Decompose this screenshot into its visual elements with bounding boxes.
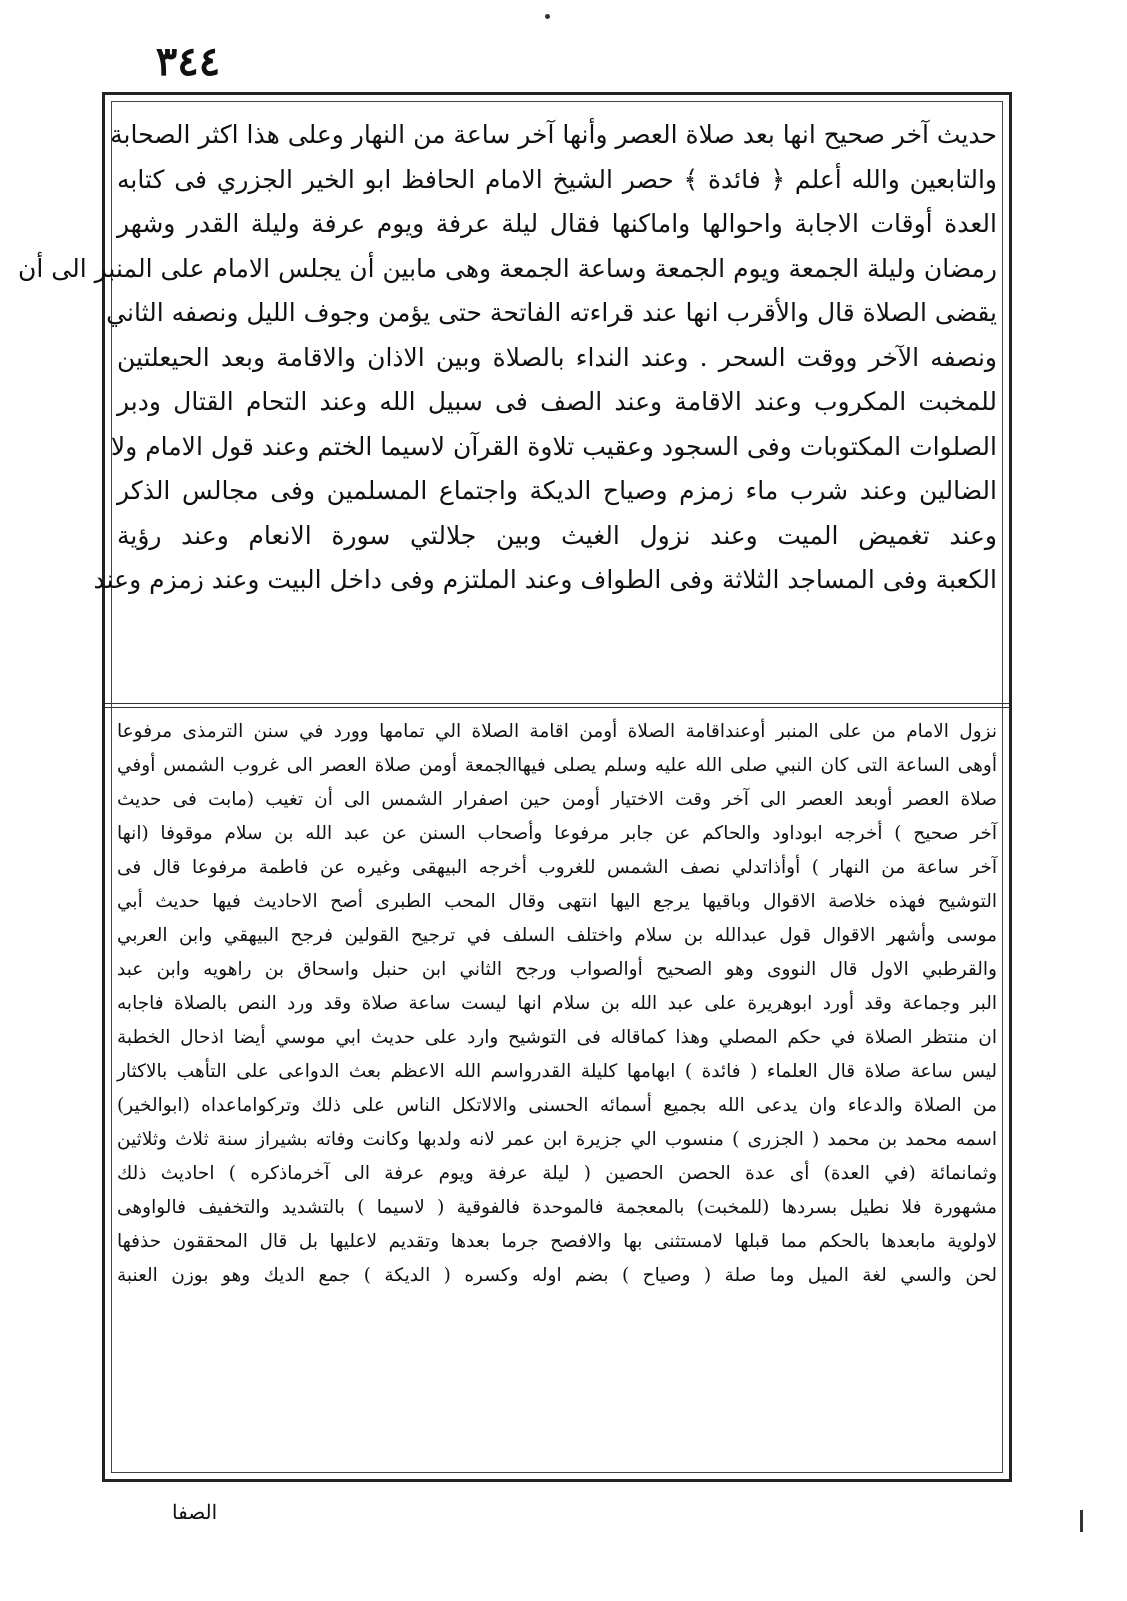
main-text-line: ونصفه الآخر ووقت السحر . وعند النداء بالصلاة وبين الاذان والاقامة وبعد الحيعلتين: [117, 342, 997, 372]
commentary-line: أوهى الساعة التى كان النبي صلى الله عليه وسلم يصلى فيهاالجمعة أومن صلاة العصر الى غروب الشمس أوفي: [117, 755, 997, 776]
commentary-line: موسى وأشهر الاقوال قول عبدالله بن سلام واختلف السلف في ترجيح القولين فرجح البيهقي وابن العربي: [117, 925, 997, 946]
commentary-line: لاولوية مابعدها بالحكم مما قبلها لامستثنى بها والافصح جرما بعدها وتقديم لاعليها بل قال المحققون حذفها: [117, 1231, 997, 1252]
commentary-block: [117, 715, 997, 1471]
commentary-line: مشهورة فلا نطيل بسردها (للمخبت) بالمعجمة فالموحدة فالفوقية ( لاسيما ) بالتشديد والتخفيف فالواوهى: [117, 1197, 997, 1218]
main-text-line: وعند تغميض الميت وعند نزول الغيث وبين جلالتي سورة الانعام وعند رؤية: [117, 520, 997, 550]
commentary-line: ان منتظر الصلاة في حكم المصلي وهذا كماقاله فى التوشيح وارد على حديث ابي موسي أيضا اذحال الخطبة: [117, 1027, 997, 1048]
commentary-line: وثمانمائة (في العدة) أى عدة الحصن الحصين ( ليلة عرفة ويوم عرفة الى آخرماذكره ) احاديث ذلك: [117, 1163, 997, 1184]
page-frame: [18, 92, 1012, 1482]
commentary-line: من الصلاة والدعاء وان يدعى الله بجميع أسمائه الحسنى والالاتكل الناس على ذلك وتركواماعداه (ابوالخير): [117, 1095, 997, 1116]
commentary-line: والقرطبي الاول قال النووى وهو الصحيح أوالصواب ورجح الثاني ابن حنبل واسحاق بن راهويه وابن عبد: [117, 959, 997, 980]
commentary-line: البر وجماعة وقد أورد ابوهريرة على عبد الله بن سلام انها ليست ساعة صلاة وقد ورد النص بالصلاة فاجابه: [117, 993, 997, 1014]
main-text-line: للمخبت المكروب وعند الاقامة وعند الصف فى سبيل الله وعند التحام القتال ودبر: [117, 387, 997, 416]
commentary-line: ليس ساعة صلاة قال العلماء ( فائدة ) ابهامها كليلة القدرواسم الله الاعظم بعث الدواعى على التأهب بالاكثار: [117, 1061, 997, 1082]
ink-dot: [545, 14, 550, 19]
commentary-line: اسمه محمد بن محمد ( الجزرى ) منسوب الي جزيرة ابن عمر لانه ولدبها وكانت وفاته بشيراز سنة ثلاث وثلاثين: [117, 1129, 997, 1150]
commentary-line: لحن والسي لغة الميل وما صلة ( وصياح ) بضم اوله وكسره ( الديكة ) جمع الديك وهو بوزن العنبة: [117, 1265, 997, 1286]
main-text-line: الصلوات المكتوبات وفى السجود وعقيب تلاوة القرآن لاسيما الختم وعند قول الامام ولا: [110, 431, 997, 461]
main-text-line: حديث آخر صحيح انها بعد صلاة العصر وأنها آخر ساعة من النهار وعلى هذا اكثر الصحابة: [110, 120, 997, 149]
catchword: الصفا: [172, 1500, 218, 1524]
page-number: ٣٤٤: [155, 38, 221, 85]
section-divider: [105, 707, 1009, 708]
main-text-line: العدة أوقات الاجابة واحوالها واماكنها فقال ليلة عرفة ويوم عرفة وليلة القدر وشهر: [117, 209, 997, 238]
edge-mark: [1080, 1510, 1083, 1532]
main-text-line: رمضان وليلة الجمعة ويوم الجمعة وساعة الجمعة وهى مابين أن يجلس الامام على المنبر الى أن: [18, 253, 997, 283]
main-text-line: الضالين وعند شرب ماء زمزم وصياح الديكة واجتماع المسلمين وفى مجالس الذكر: [117, 476, 997, 505]
commentary-line: التوشيح فهذه خلاصة الاقوال وباقيها يرجع اليها انتهى وقال المحب الطبرى أصح الاحاديث فيها حديث أبي: [117, 891, 997, 912]
main-text-line: والتابعين والله أعلم ﴿ فائدة ﴾ حصر الشيخ الامام الحافظ ابو الخير الجزري فى كتابه: [117, 164, 997, 194]
commentary-line: صلاة العصر أوبعد العصر الى آخر وقت الاختيار أومن حين اصفرار الشمس الى أن تغيب (مابت فى حديث: [117, 789, 997, 810]
commentary-line: نزول الامام من على المنبر أوعنداقامة الصلاة أومن اقامة الصلاة الي تمامها وورد في سنن الترمذى مرفوعا: [117, 721, 997, 742]
commentary-line: آخر ساعة من النهار ) أوأذاتدلي نصف الشمس للغروب أخرجه البيهقى وغيره عن فاطمة مرفوعا قال فى: [117, 857, 997, 878]
commentary-line: آخر صحيح ) أخرجه ابوداود والحاكم عن جابر مرفوعا وأصحاب السنن عن عبد الله بن سلام موقوفا (انها: [117, 823, 997, 844]
section-divider: [105, 703, 1009, 704]
main-text-line: الكعبة وفى المساجد الثلاثة وفى الطواف وعند الملتزم وفى داخل البيت وعند زمزم وعند: [93, 565, 997, 594]
main-text-line: يقضى الصلاة قال والأقرب انها عند قراءته الفاتحة حتى يؤمن وجوف الليل ونصفه الثاني: [106, 298, 997, 327]
main-text-block: [18, 113, 997, 693]
